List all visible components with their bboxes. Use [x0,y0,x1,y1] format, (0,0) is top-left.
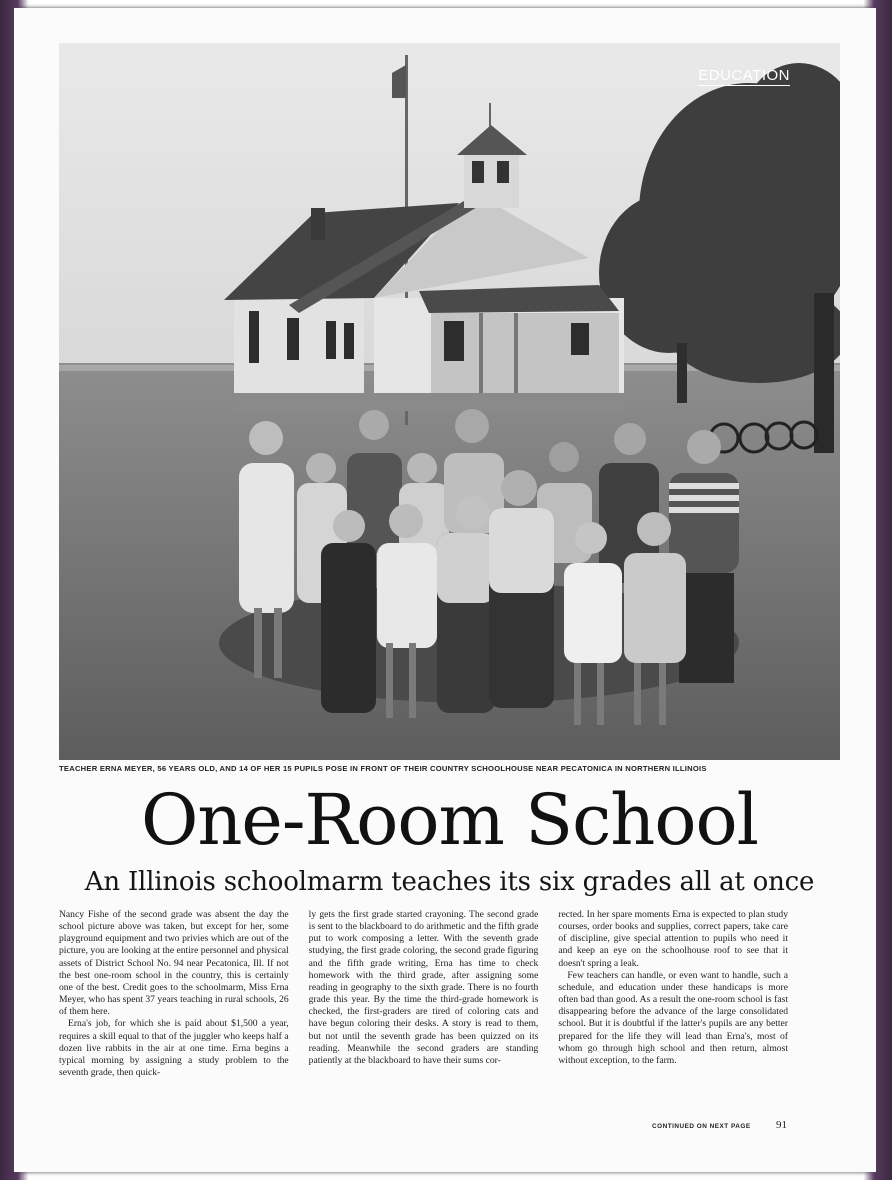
article-title: One-Room School [140,779,759,861]
paragraph: Few teachers can handle, or even want to handle, such a schedule, and education under these handicaps is more often bad than good. As a result the one-room school is fast disappearing before the advance of the large consolidated school. But it is doubtful if the latter's pupils are any better prepared for the life they will lead than Erna's, most of whom go through high school and then return, almost without exception, to the farm. [558,969,789,1066]
column-2 [309,909,539,1099]
article-subtitle: An Illinois schoolmarm teaches its six grades all at once [84,867,815,897]
continued-notice[interactable]: CONTINUED ON NEXT PAGE [652,1123,751,1130]
column-3 [558,909,788,1099]
section-tag: EDUCATION [698,67,790,84]
article-body [59,909,788,1099]
photo-caption: TEACHER ERNA MEYER, 56 YEARS OLD, AND 14 OF HER 15 PUPILS POSE IN FRONT OF THEIR COUNTRY SCHOOLHOUSE NEAR PECATONICA IN NORTHERN ILLINOIS [59,764,707,773]
page-number: 91 [776,1119,787,1131]
schoolhouse-photo-illustration [59,43,840,760]
column-1 [59,909,289,1099]
schoolhouse-photo [59,43,840,760]
paragraph: ly gets the first grade started crayoning. The second grade is sent to the blackboard to do arithmetic and the fifth grade put to work composing a letter. With the seventh grade studying, the first grade coloring, the second grade figuring and the fifth grade writing, Erna has time to check homework with the third grade, after assigning some reading in geography to the sixth grade. There is no fourth grade this year. By the time the third-grade homework is checked, the first-graders are tired of coloring cats and have begun coloring their desks. A story is read to them, but not until the seventh grade has been quizzed on its reading. Meanwhile the second graders are standing patiently at the blackboard to have their sums cor- [308,909,539,1066]
paragraph: Nancy Fishe of the second grade was absent the day the school picture above was taken, but except for her, some playground equipment and two privies which are out of the picture, you are looking at the entire personnel and physical assets of District School No. 94 near Pecatonica, Ill. If not the best one-room school in the country, this is certainly one of the best. Credit goes to the schoolmarm, Miss Erna Meyer, who has spent 37 years teaching in rural schools, 26 of them here. [59,909,289,1018]
paragraph: rected. In her spare moments Erna is expected to plan study courses, order books and supplies, correct papers, take care of discipline, give special attention to pupils who need it and keep an eye on the schoolhouse roof to see that it doesn't spring a leak. [558,909,789,969]
paragraph: Erna's job, for which she is paid about $1,500 a year, requires a skill equal to that of the juggler who keeps half a dozen live rabbits in the air at one time. Erna begins a typical morning by assigning a study problem to the seventh grade, then quick- [59,1018,289,1079]
